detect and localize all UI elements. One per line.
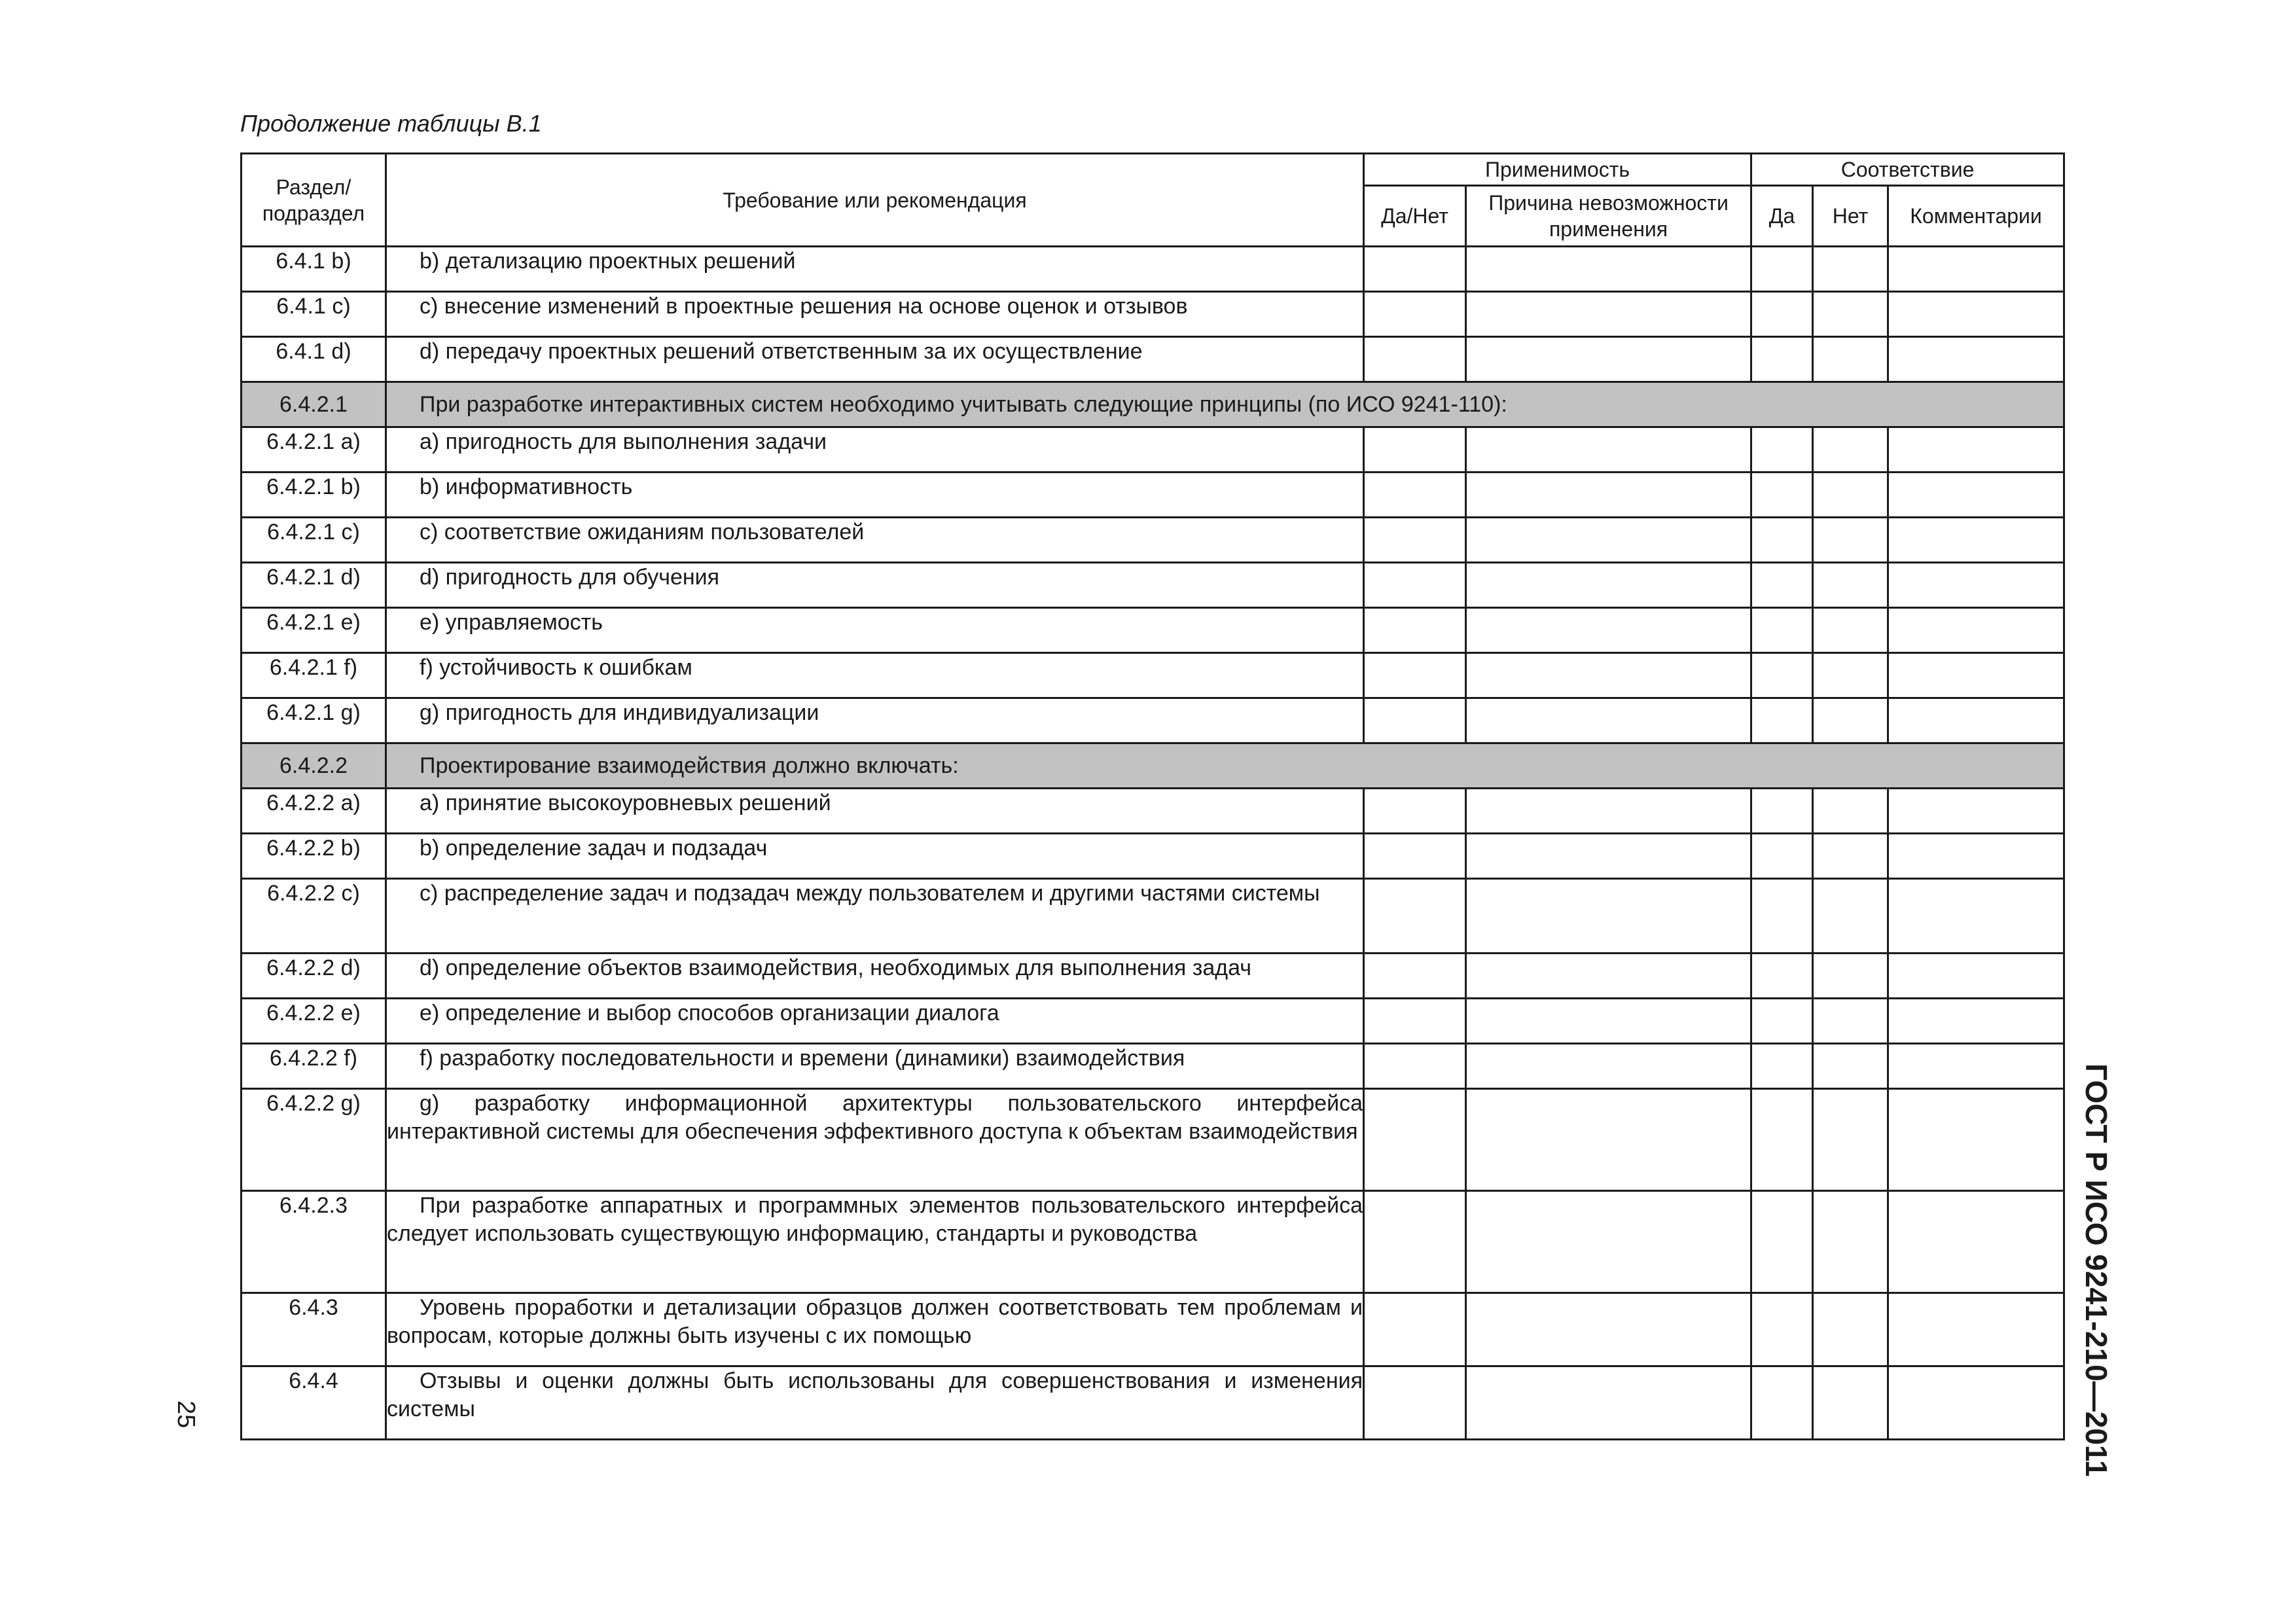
reason-cell xyxy=(1466,563,1751,608)
yes-no-cell xyxy=(1364,292,1466,337)
header-reason: Причина невозможности применения xyxy=(1466,186,1751,247)
requirement-text: c) внесение изменений в проектные решения на основе оценок и отзывов xyxy=(420,294,1188,319)
reason-cell xyxy=(1466,292,1751,337)
compliance-yes-cell xyxy=(1751,247,1813,292)
table-row xyxy=(242,879,2064,954)
section-cell: 6.4.2.2 xyxy=(242,743,386,789)
compliance-no-cell xyxy=(1813,999,1888,1044)
header-compliance: Соответствие xyxy=(1751,154,2064,186)
compliance-no-cell xyxy=(1813,698,1888,743)
table-row xyxy=(242,999,2064,1044)
yes-no-cell xyxy=(1364,789,1466,834)
section-cell: 6.4.2.1 c) xyxy=(242,518,386,563)
header-comments: Комментарии xyxy=(1888,186,2064,247)
compliance-no-cell xyxy=(1813,427,1888,473)
reason-cell xyxy=(1466,1366,1751,1440)
header-section: Раздел/ подраздел xyxy=(242,154,386,247)
comments-cell xyxy=(1888,427,2064,473)
yes-no-cell xyxy=(1364,1366,1466,1440)
compliance-yes-cell xyxy=(1751,789,1813,834)
yes-no-cell xyxy=(1364,954,1466,999)
table-row xyxy=(242,563,2064,608)
compliance-no-cell xyxy=(1813,292,1888,337)
requirement-text: a) пригодность для выполнения задачи xyxy=(420,429,827,454)
section-group-row xyxy=(242,743,2064,789)
reason-cell xyxy=(1466,789,1751,834)
comments-cell xyxy=(1888,698,2064,743)
requirement-text: b) информативность xyxy=(420,474,633,499)
table-row xyxy=(242,1293,2064,1366)
compliance-no-cell xyxy=(1813,789,1888,834)
yes-no-cell xyxy=(1364,1191,1466,1293)
requirement-text: f) устойчивость к ошибкам xyxy=(420,655,692,680)
section-cell: 6.4.2.2 e) xyxy=(242,999,386,1044)
comments-cell xyxy=(1888,518,2064,563)
requirement-cell xyxy=(386,653,1364,698)
yes-no-cell xyxy=(1364,427,1466,473)
comments-cell xyxy=(1888,999,2064,1044)
table-row xyxy=(242,1044,2064,1089)
compliance-yes-cell xyxy=(1751,1089,1813,1191)
requirement-cell xyxy=(386,954,1364,999)
compliance-yes-cell xyxy=(1751,563,1813,608)
compliance-yes-cell xyxy=(1751,608,1813,653)
reason-cell xyxy=(1466,834,1751,879)
requirement-cell xyxy=(386,247,1364,292)
section-cell: 6.4.3 xyxy=(242,1293,386,1366)
compliance-no-cell xyxy=(1813,834,1888,879)
reason-cell xyxy=(1466,337,1751,382)
requirement-text: e) управляемость xyxy=(420,610,603,635)
requirement-cell xyxy=(386,698,1364,743)
comments-cell xyxy=(1888,1293,2064,1366)
requirement-cell xyxy=(386,608,1364,653)
table-row xyxy=(242,698,2064,743)
requirement-cell xyxy=(386,1089,1364,1191)
table-row xyxy=(242,1191,2064,1293)
requirement-text: c) распределение задач и подзадач между пользователем и другими частями системы xyxy=(420,881,1320,906)
requirement-text: c) соответствие ожиданиям пользователей xyxy=(420,520,865,544)
compliance-yes-cell xyxy=(1751,1366,1813,1440)
compliance-yes-cell xyxy=(1751,1044,1813,1089)
requirement-cell xyxy=(386,518,1364,563)
requirement-cell xyxy=(386,879,1364,954)
compliance-yes-cell xyxy=(1751,834,1813,879)
reason-cell xyxy=(1466,518,1751,563)
comments-cell xyxy=(1888,563,2064,608)
requirement-text: g) разработку информационной архитектуры пользовательского интерфейса интерактивной системы для обеспечения эффективного доступа к объектам взаимодействия xyxy=(387,1091,1363,1144)
requirement-cell xyxy=(386,789,1364,834)
compliance-yes-cell xyxy=(1751,698,1813,743)
requirement-cell xyxy=(386,427,1364,473)
requirement-text: При разработке интерактивных систем необходимо учитывать следующие принципы (по ИСО 9241-110): xyxy=(420,391,1507,417)
compliance-yes-cell xyxy=(1751,879,1813,954)
table-row xyxy=(242,427,2064,473)
comments-cell xyxy=(1888,247,2064,292)
compliance-no-cell xyxy=(1813,879,1888,954)
compliance-yes-cell xyxy=(1751,427,1813,473)
document-title: ГОСТ Р ИСО 9241-210—2011 xyxy=(2079,1063,2113,1477)
compliance-no-cell xyxy=(1813,608,1888,653)
requirement-text: d) пригодность для обучения xyxy=(420,565,720,590)
section-cell: 6.4.2.2 a) xyxy=(242,789,386,834)
yes-no-cell xyxy=(1364,999,1466,1044)
requirement-cell xyxy=(386,834,1364,879)
table-row xyxy=(242,337,2064,382)
section-cell: 6.4.2.1 xyxy=(242,382,386,427)
requirement-cell xyxy=(386,473,1364,518)
requirement-cell xyxy=(386,382,2064,427)
section-cell: 6.4.2.1 b) xyxy=(242,473,386,518)
comments-cell xyxy=(1888,337,2064,382)
yes-no-cell xyxy=(1364,337,1466,382)
requirement-text: f) разработку последовательности и времени (динамики) взаимодействия xyxy=(420,1046,1185,1071)
compliance-no-cell xyxy=(1813,563,1888,608)
table-row xyxy=(242,653,2064,698)
table-body xyxy=(242,247,2064,1440)
header-requirement: Требование или рекомендация xyxy=(386,154,1364,247)
reason-cell xyxy=(1466,473,1751,518)
requirement-cell xyxy=(386,999,1364,1044)
requirement-text: b) детализацию проектных решений xyxy=(420,249,796,274)
requirement-cell xyxy=(386,1191,1364,1293)
section-cell: 6.4.2.2 d) xyxy=(242,954,386,999)
reason-cell xyxy=(1466,879,1751,954)
compliance-no-cell xyxy=(1813,1191,1888,1293)
table-row xyxy=(242,247,2064,292)
section-cell: 6.4.2.1 a) xyxy=(242,427,386,473)
comments-cell xyxy=(1888,834,2064,879)
compliance-no-cell xyxy=(1813,653,1888,698)
section-cell: 6.4.2.3 xyxy=(242,1191,386,1293)
yes-no-cell xyxy=(1364,1089,1466,1191)
comments-cell xyxy=(1888,1044,2064,1089)
header-yes-no: Да/Нет xyxy=(1364,186,1466,247)
compliance-yes-cell xyxy=(1751,337,1813,382)
section-cell: 6.4.2.1 e) xyxy=(242,608,386,653)
yes-no-cell xyxy=(1364,608,1466,653)
requirement-text: Уровень проработки и детализации образцов должен соответствовать тем проблемам и вопросам, которые должны быть изучены с их помощью xyxy=(387,1295,1363,1348)
table-row xyxy=(242,608,2064,653)
comments-cell xyxy=(1888,473,2064,518)
requirement-cell xyxy=(386,563,1364,608)
compliance-no-cell xyxy=(1813,337,1888,382)
requirement-text: При разработке аппаратных и программных элементов пользовательского интерфейса следует использовать существующую информацию, стандарты и руководства xyxy=(387,1193,1363,1246)
requirement-text: d) передачу проектных решений ответственным за их осуществление xyxy=(420,339,1143,364)
table-row xyxy=(242,473,2064,518)
compliance-yes-cell xyxy=(1751,1191,1813,1293)
requirement-cell xyxy=(386,1366,1364,1440)
requirement-text: Проектирование взаимодействия должно включать: xyxy=(420,753,959,778)
comments-cell xyxy=(1888,1089,2064,1191)
table-row xyxy=(242,834,2064,879)
yes-no-cell xyxy=(1364,518,1466,563)
table-row xyxy=(242,1366,2064,1440)
table-row xyxy=(242,954,2064,999)
reason-cell xyxy=(1466,608,1751,653)
header-yes: Да xyxy=(1751,186,1813,247)
compliance-yes-cell xyxy=(1751,954,1813,999)
section-cell: 6.4.2.2 f) xyxy=(242,1044,386,1089)
requirement-text: Отзывы и оценки должны быть использованы для совершенствования и изменения системы xyxy=(387,1368,1363,1421)
reason-cell xyxy=(1466,698,1751,743)
section-cell: 6.4.2.2 g) xyxy=(242,1089,386,1191)
yes-no-cell xyxy=(1364,247,1466,292)
yes-no-cell xyxy=(1364,834,1466,879)
section-cell: 6.4.2.1 g) xyxy=(242,698,386,743)
requirement-cell xyxy=(386,292,1364,337)
compliance-no-cell xyxy=(1813,518,1888,563)
compliance-no-cell xyxy=(1813,247,1888,292)
comments-cell xyxy=(1888,789,2064,834)
table-row xyxy=(242,518,2064,563)
comments-cell xyxy=(1888,653,2064,698)
compliance-yes-cell xyxy=(1751,1293,1813,1366)
section-cell: 6.4.2.1 d) xyxy=(242,563,386,608)
reason-cell xyxy=(1466,999,1751,1044)
reason-cell xyxy=(1466,1089,1751,1191)
reason-cell xyxy=(1466,427,1751,473)
requirement-cell xyxy=(386,1293,1364,1366)
compliance-yes-cell xyxy=(1751,999,1813,1044)
page-number: 25 xyxy=(172,1400,200,1429)
comments-cell xyxy=(1888,292,2064,337)
requirement-cell xyxy=(386,743,2064,789)
reason-cell xyxy=(1466,247,1751,292)
requirement-cell xyxy=(386,1044,1364,1089)
section-cell: 6.4.4 xyxy=(242,1366,386,1440)
compliance-no-cell xyxy=(1813,1293,1888,1366)
requirement-cell xyxy=(386,337,1364,382)
requirement-text: a) принятие высокоуровневых решений xyxy=(420,791,831,815)
comments-cell xyxy=(1888,879,2064,954)
comments-cell xyxy=(1888,1191,2064,1293)
reason-cell xyxy=(1466,1293,1751,1366)
table-row xyxy=(242,292,2064,337)
compliance-yes-cell xyxy=(1751,653,1813,698)
yes-no-cell xyxy=(1364,879,1466,954)
table-row xyxy=(242,789,2064,834)
compliance-yes-cell xyxy=(1751,518,1813,563)
yes-no-cell xyxy=(1364,1044,1466,1089)
compliance-yes-cell xyxy=(1751,473,1813,518)
table-caption: Продолжение таблицы В.1 xyxy=(240,110,542,137)
reason-cell xyxy=(1466,954,1751,999)
yes-no-cell xyxy=(1364,563,1466,608)
yes-no-cell xyxy=(1364,1293,1466,1366)
requirements-table xyxy=(240,152,2065,1440)
section-cell: 6.4.1 b) xyxy=(242,247,386,292)
compliance-yes-cell xyxy=(1751,292,1813,337)
section-group-row xyxy=(242,382,2064,427)
reason-cell xyxy=(1466,653,1751,698)
section-cell: 6.4.2.2 c) xyxy=(242,879,386,954)
header-no: Нет xyxy=(1813,186,1888,247)
yes-no-cell xyxy=(1364,653,1466,698)
requirement-text: g) пригодность для индивидуализации xyxy=(420,700,819,725)
yes-no-cell xyxy=(1364,473,1466,518)
compliance-no-cell xyxy=(1813,1366,1888,1440)
comments-cell xyxy=(1888,1366,2064,1440)
section-cell: 6.4.1 d) xyxy=(242,337,386,382)
table-row xyxy=(242,1089,2064,1191)
yes-no-cell xyxy=(1364,698,1466,743)
section-cell: 6.4.2.2 b) xyxy=(242,834,386,879)
compliance-no-cell xyxy=(1813,954,1888,999)
requirement-text: b) определение задач и подзадач xyxy=(420,836,768,861)
reason-cell xyxy=(1466,1191,1751,1293)
compliance-no-cell xyxy=(1813,473,1888,518)
comments-cell xyxy=(1888,954,2064,999)
requirement-text: e) определение и выбор способов организации диалога xyxy=(420,1001,999,1026)
comments-cell xyxy=(1888,608,2064,653)
header-applicability: Применимость xyxy=(1364,154,1751,186)
compliance-no-cell xyxy=(1813,1044,1888,1089)
section-cell: 6.4.1 c) xyxy=(242,292,386,337)
section-cell: 6.4.2.1 f) xyxy=(242,653,386,698)
reason-cell xyxy=(1466,1044,1751,1089)
compliance-no-cell xyxy=(1813,1089,1888,1191)
requirement-text: d) определение объектов взаимодействия, необходимых для выполнения задач xyxy=(420,955,1251,980)
